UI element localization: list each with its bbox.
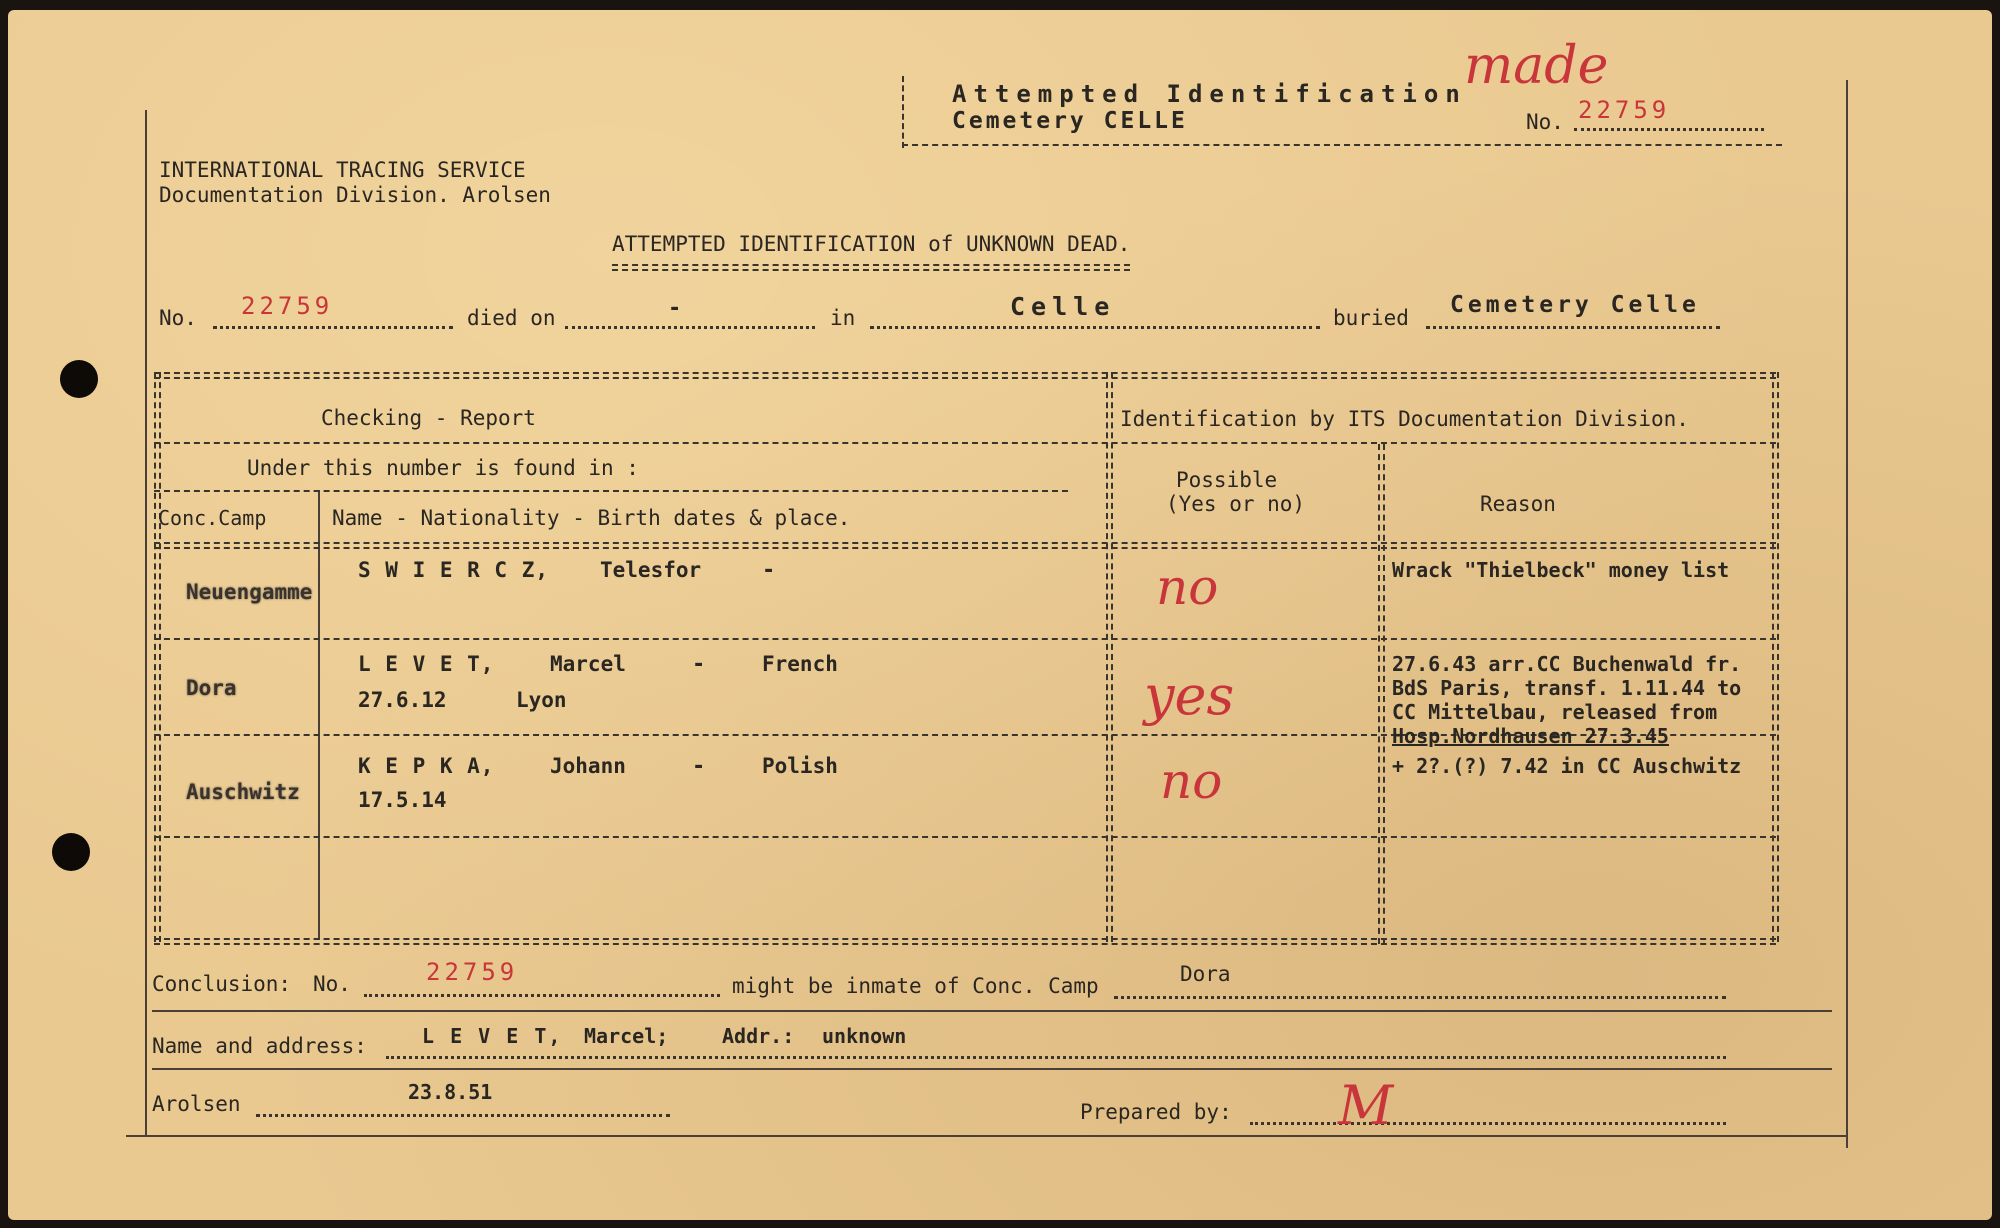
- record-no-value: 22759: [241, 292, 334, 320]
- row1-camp: Neuengamme: [186, 580, 313, 604]
- row3-birth: 17.5.14: [358, 788, 447, 812]
- punch-hole-top: [60, 360, 98, 398]
- col-header-camp: Conc.Camp: [158, 506, 267, 530]
- record-no-dots: [213, 326, 453, 329]
- record-no-label: No.: [159, 306, 197, 330]
- table-header-right: Identification by ITS Documentation Division.: [1120, 407, 1689, 431]
- frame-right-line: [1846, 80, 1848, 1148]
- record-buried-label: buried: [1333, 306, 1409, 330]
- row1-firstname: Telesfor: [600, 558, 702, 582]
- conclusion-no-dots: [364, 994, 720, 997]
- row2-reason-4: Hosp.Nordhausen 27.3.45: [1392, 724, 1669, 748]
- footer-date-dots: [256, 1114, 670, 1117]
- prepared-by-label: Prepared by:: [1080, 1100, 1232, 1124]
- form-title: ATTEMPTED IDENTIFICATION of UNKNOWN DEAD.: [612, 232, 1131, 256]
- conclusion-label: Conclusion:: [152, 972, 292, 996]
- header-no-dots: [1574, 128, 1764, 131]
- row1-dash: -: [762, 558, 777, 583]
- table-divider-camp: [318, 490, 320, 940]
- row2-reason-3: CC Mittelbau, released from: [1392, 700, 1718, 724]
- prepared-by-initial: M: [1338, 1074, 1394, 1137]
- document-card: [8, 10, 1992, 1220]
- record-buried-value: Cemetery Celle: [1450, 292, 1700, 318]
- table-left-border: [154, 372, 161, 942]
- header-title: Attempted Identification: [952, 80, 1467, 108]
- org-line-1: INTERNATIONAL TRACING SERVICE: [159, 158, 526, 182]
- row3-surname: K E P K A,: [358, 754, 495, 778]
- table-bottom-border: [154, 938, 1776, 945]
- row1-possible: no: [1156, 558, 1219, 616]
- footer-date: 23.8.51: [408, 1080, 493, 1104]
- conclusion-camp-dots: [1114, 996, 1726, 999]
- name-address-addr-value: unknown: [822, 1024, 907, 1048]
- table-found-separator: [154, 490, 1068, 492]
- table-column-header-separator: [154, 542, 1776, 549]
- header-cemetery: Cemetery CELLE: [952, 108, 1188, 134]
- table-row1-separator: [154, 638, 1776, 640]
- header-title-handwritten: made: [1464, 36, 1609, 96]
- frame-left-line: [145, 110, 147, 1135]
- punch-hole-bottom: [52, 833, 90, 871]
- row3-dash: -: [692, 754, 707, 779]
- header-no-label: No.: [1526, 110, 1564, 134]
- row2-dash: -: [692, 652, 707, 677]
- row3-reason-1: + 2?.(?) 7.42 in CC Auschwitz: [1392, 754, 1742, 778]
- table-found-in: Under this number is found in :: [247, 456, 639, 480]
- table-header-left: Checking - Report: [321, 406, 536, 430]
- row2-possible: yes: [1144, 664, 1235, 727]
- row2-birth: 27.6.12: [358, 688, 447, 712]
- conclusion-camp-value: Dora: [1180, 962, 1231, 986]
- table-divider-main: [1106, 372, 1113, 942]
- table-top-border: [154, 372, 1776, 379]
- record-in-label: in: [830, 306, 856, 330]
- col-header-possible-2: (Yes or no): [1166, 492, 1306, 516]
- table-right-border: [1772, 372, 1779, 942]
- form-title-underline: [612, 264, 1130, 271]
- row2-firstname: Marcel: [550, 652, 626, 676]
- row3-possible: no: [1160, 752, 1223, 810]
- name-address-firstname: Marcel;: [584, 1024, 669, 1048]
- name-address-label: Name and address:: [152, 1034, 367, 1058]
- record-died-dots: [565, 326, 815, 329]
- record-buried-dots: [1426, 326, 1720, 329]
- org-line-2: Documentation Division. Arolsen: [159, 183, 551, 207]
- col-header-reason: Reason: [1480, 492, 1556, 516]
- row3-nationality: Polish: [762, 754, 838, 778]
- row2-reason-2: BdS Paris, transf. 1.11.44 to: [1392, 676, 1742, 700]
- conclusion-no-value: 22759: [426, 958, 519, 986]
- row1-surname: S W I E R C Z,: [358, 558, 550, 582]
- col-header-name: Name - Nationality - Birth dates & place.: [332, 506, 851, 530]
- row2-reason-1: 27.6.43 arr.CC Buchenwald fr.: [1392, 652, 1742, 676]
- header-box-bottom: [902, 144, 1782, 146]
- footer-place: Arolsen: [152, 1092, 241, 1116]
- name-address-surname: L E V E T,: [422, 1024, 563, 1048]
- table-row3-separator: [154, 836, 1776, 838]
- row2-camp: Dora: [186, 676, 237, 700]
- row1-reason-1: Wrack "Thielbeck" money list: [1392, 558, 1730, 582]
- name-address-separator: [152, 1068, 1832, 1070]
- conclusion-text: might be inmate of Conc. Camp: [732, 974, 1099, 998]
- table-header-separator: [154, 442, 1776, 444]
- conclusion-separator: [152, 1010, 1832, 1012]
- record-died-label: died on: [467, 306, 556, 330]
- prepared-by-dots: [1250, 1122, 1726, 1125]
- row3-camp: Auschwitz: [186, 780, 300, 804]
- record-in-dots: [870, 326, 1320, 329]
- record-in-value: Celle: [1010, 292, 1116, 321]
- row3-firstname: Johann: [550, 754, 626, 778]
- frame-bottom-line: [126, 1135, 1848, 1137]
- name-address-dots: [386, 1056, 1726, 1059]
- table-divider-reason: [1378, 444, 1385, 944]
- row2-place: Lyon: [516, 688, 567, 712]
- header-box-left: [902, 76, 904, 148]
- col-header-possible-1: Possible: [1176, 468, 1278, 492]
- header-no-value: 22759: [1578, 96, 1671, 124]
- conclusion-no-label: No.: [313, 972, 351, 996]
- name-address-addr-label: Addr.:: [722, 1024, 795, 1048]
- row2-surname: L E V E T,: [358, 652, 495, 676]
- record-died-value: -: [668, 296, 683, 321]
- row2-nationality: French: [762, 652, 838, 676]
